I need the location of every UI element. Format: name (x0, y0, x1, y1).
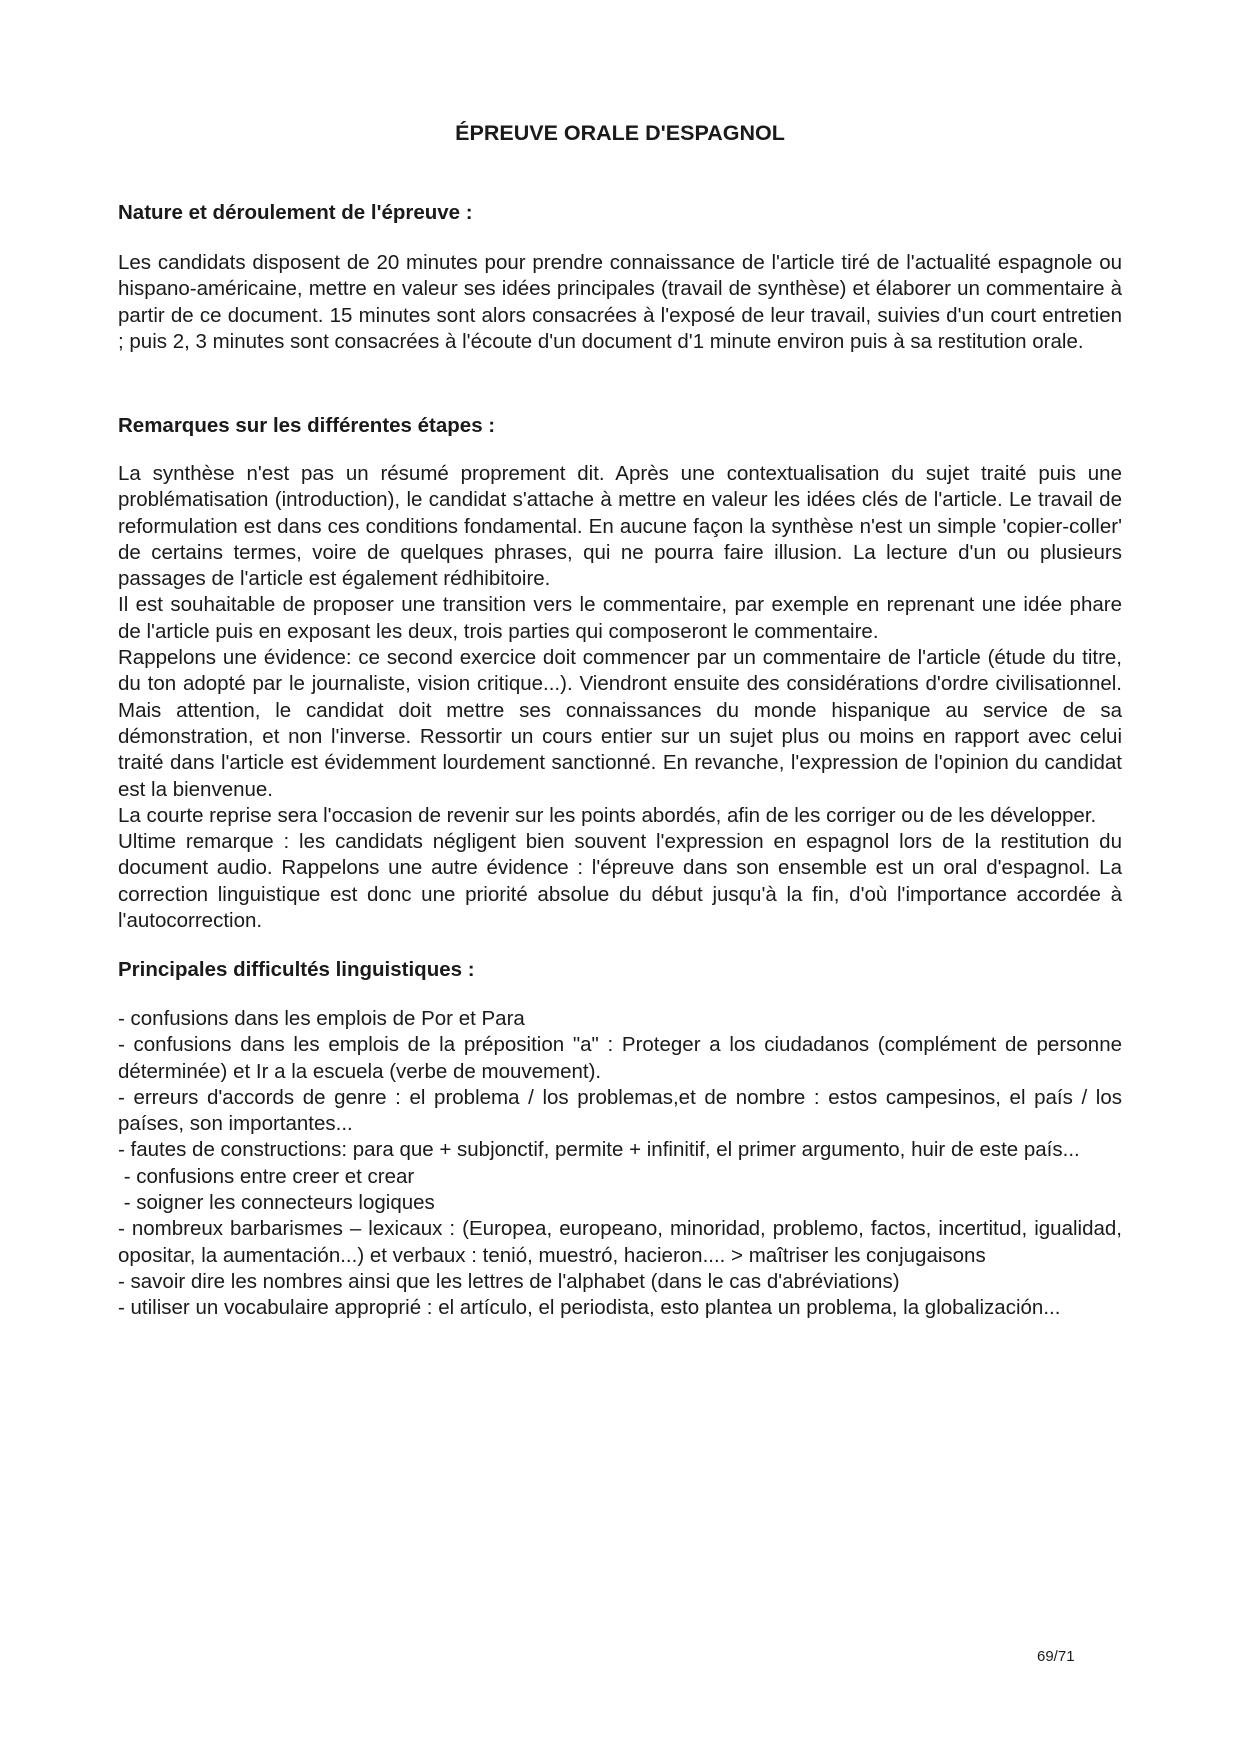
section-body-remarques (118, 461, 1122, 934)
list-item: - confusions entre creer et crear (118, 1164, 415, 1188)
paragraph: La courte reprise sera l'occasion de revenir sur les points abordés, afin de les corriger ou de les développer. (118, 803, 1097, 827)
paragraph: Ultime remarque : les candidats négligent bien souvent l'expression en espagnol lors de la restitution du document audio. Rappelons une autre évidence : l'épreuve dans son ensemble est un oral d'espagnol. La correction linguistique est donc une priorité absolue du début jusqu'à la fin, d'où l'importance accordée à l'autocorrection. (118, 830, 1122, 933)
paragraph: La synthèse n'est pas un résumé proprement dit. Après une contextualisation du sujet traité puis une problématisation (introduction), le candidat s'attache à mettre en valeur les idées clés de l'article. Le travail de reformulation est dans ces conditions fondamental. En aucune façon la synthèse n'est un simple 'copier-coller' de certains termes, voire de quelques phrases, qui ne pourra faire illusion. La lecture d'un ou plusieurs passages de l'article est également rédhibitoire. (118, 462, 1122, 591)
list-item: - confusions dans les emplois de Por et Para (118, 1007, 525, 1030)
section-body-nature (118, 250, 1122, 355)
section-heading-remarques: Remarques sur les différentes étapes : (118, 414, 496, 437)
list-item: - savoir dire les nombres ainsi que les lettres de l'alphabet (dans le cas d'abréviations) (118, 1269, 900, 1293)
list-item: - erreurs d'accords de genre : el problema / los problemas,et de nombre : estos campesinos, el país / los países, son importantes... (118, 1085, 1122, 1136)
list-item: - nombreux barbarismes – lexicaux : (Europea, europeano, minoridad, problemo, factos, incertitud, igualidad, opositar, la aumentación...) et verbaux : tenió, muestró, hacieron.... > maîtriser les conjugaisons (118, 1217, 1122, 1267)
section-heading-nature: Nature et déroulement de l'épreuve : (118, 201, 473, 224)
difficulties-list (118, 1006, 1122, 1322)
paragraph: Les candidats disposent de 20 minutes pour prendre connaissance de l'article tiré de l'actualité espagnole ou hispano-américaine, mettre en valeur ses idées principales (travail de synthèse) et élaborer un commentaire à partir de ce document. 15 minutes sont alors consacrées à l'exposé de leur travail, suivies d'un court entretien ; puis 2, 3 minutes sont consacrées à l'écoute d'un document d'1 minute environ puis à sa restitution orale. (118, 251, 1122, 353)
page-number: 69/71 (1037, 1648, 1075, 1665)
list-item: - soigner les connecteurs logiques (118, 1191, 435, 1215)
document-page (118, 0, 1122, 1754)
list-item: - fautes de constructions: para que + subjonctif, permite + infinitif, el primer argumento, huir de este país... (118, 1138, 1080, 1162)
list-item: - confusions dans les emplois de la préposition "a" : Proteger a los ciudadanos (complément de personne déterminée) et Ir a la escuela (verbe de mouvement). (118, 1033, 1122, 1083)
paragraph: Rappelons une évidence: ce second exercice doit commencer par un commentaire de l'article (étude du titre, du ton adopté par le journaliste, vision critique...). Viendront ensuite des considérations d'ordre civilisationnel. Mais attention, le candidat doit mettre ses connaissances du monde hispanique au service de sa démonstration, et non l'inverse. Ressortir un cours entier sur un sujet plus ou moins en rapport avec celui traité dans l'article est évidemment lourdement sanctionné. En revanche, l'expression de l'opinion du candidat est la bienvenue. (118, 646, 1122, 801)
section-heading-difficultes: Principales difficultés linguistiques : (118, 958, 475, 981)
paragraph: Il est souhaitable de proposer une transition vers le commentaire, par exemple en reprenant une idée phare de l'article puis en exposant les deux, trois parties qui composeront le commentaire. (118, 593, 1122, 643)
document-title: ÉPREUVE ORALE D'ESPAGNOL (455, 121, 785, 145)
list-item: - utiliser un vocabulaire approprié : el artículo, el periodista, esto plantea un problema, la globalización... (118, 1296, 1061, 1320)
